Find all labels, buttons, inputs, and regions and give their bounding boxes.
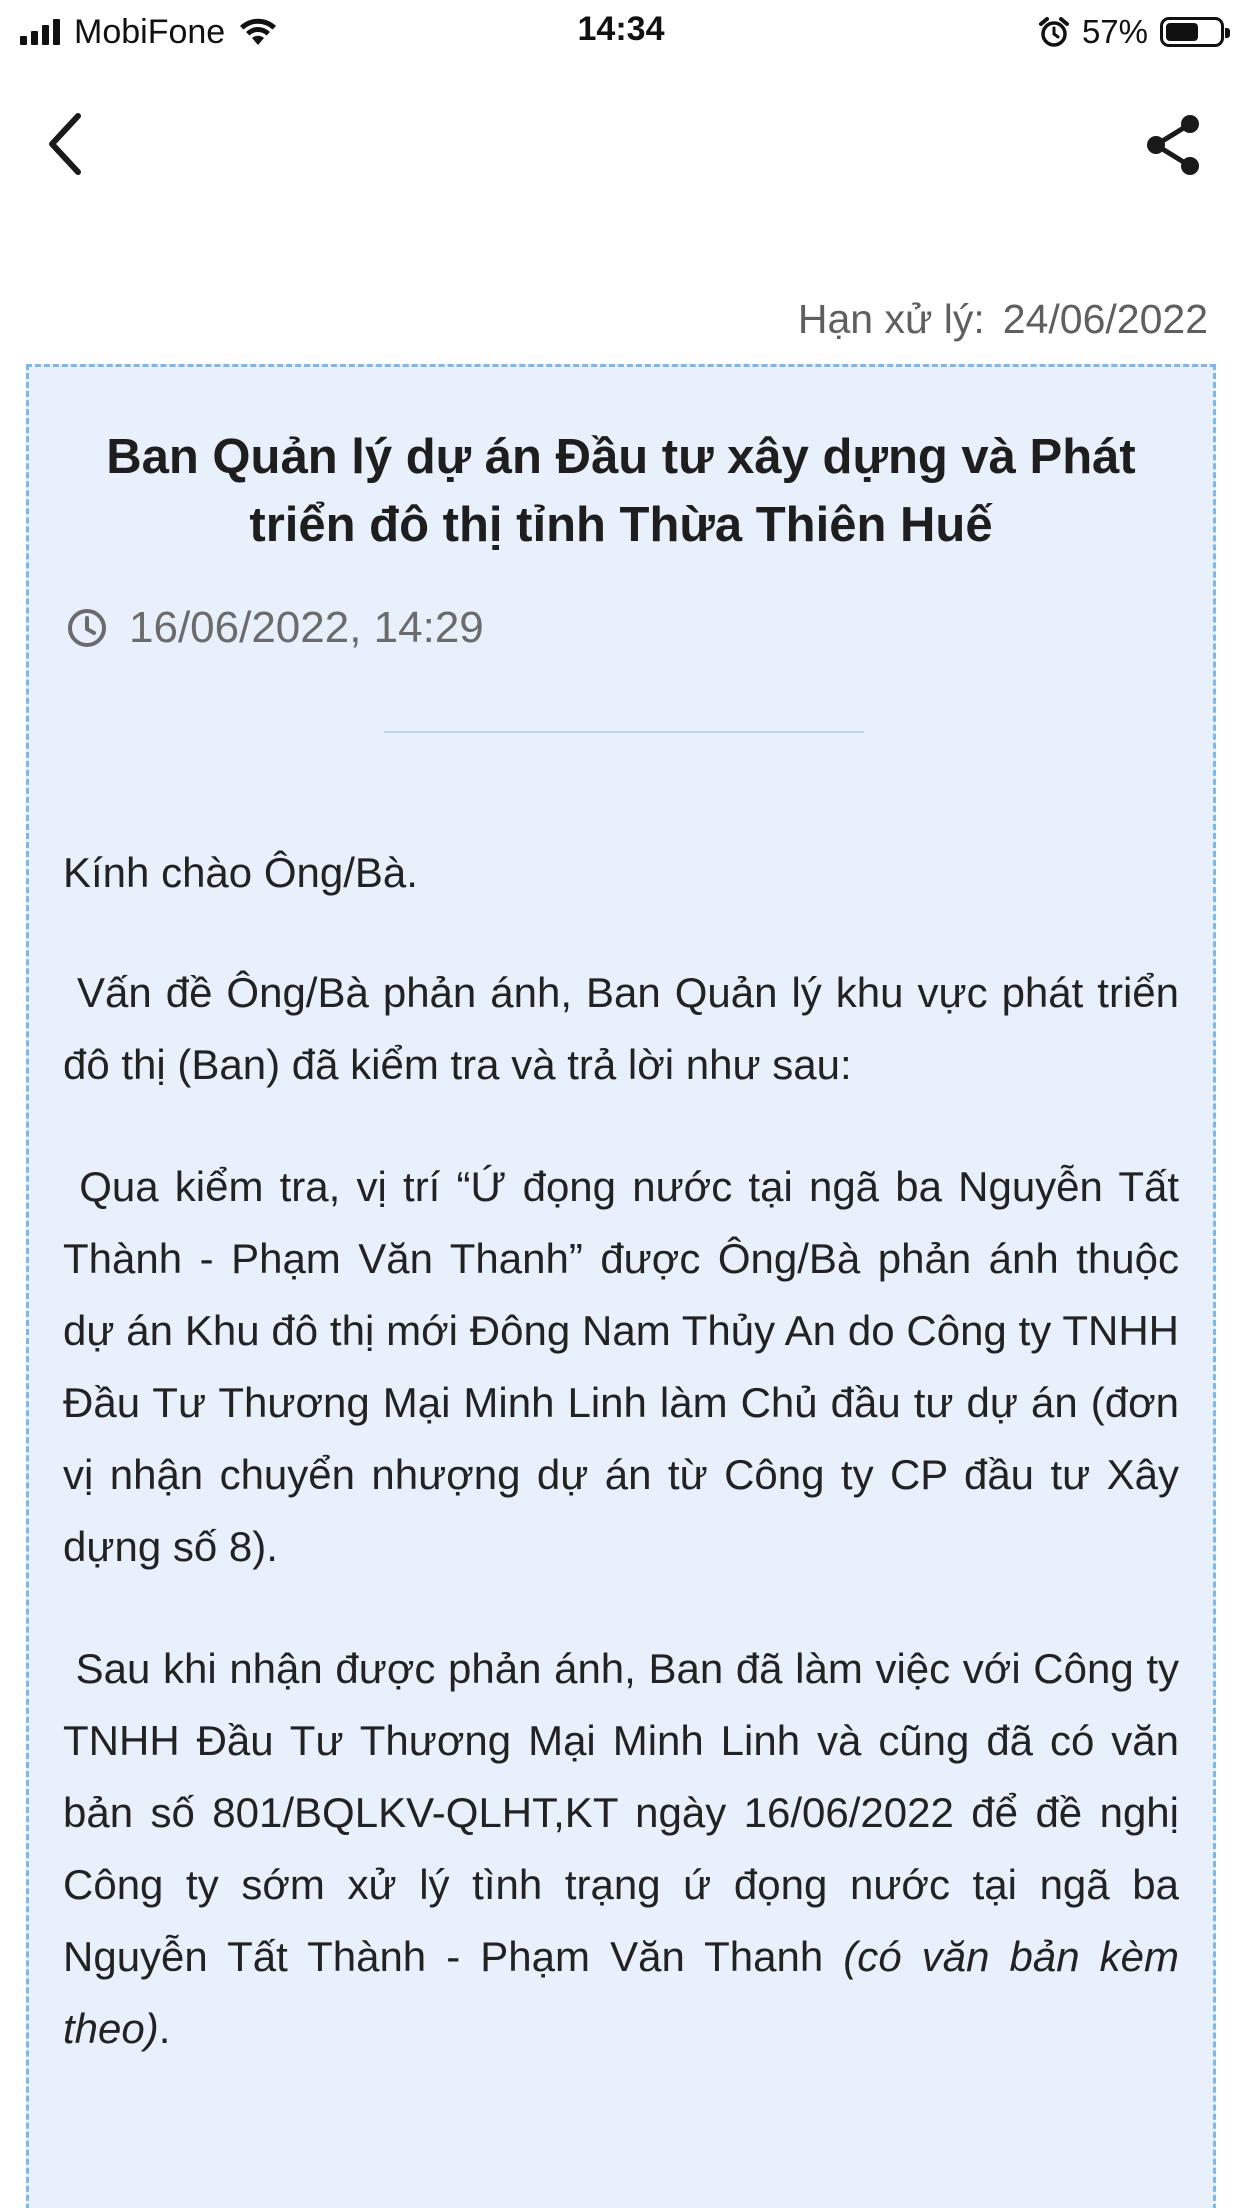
- card-timestamp: [65, 603, 484, 653]
- response-content: [63, 837, 1179, 2115]
- paragraph-3-text: Sau khi nhận được phản ánh, Ban đã làm việc với Công ty TNHH Đầu Tư Thương Mại Minh Linh và cũng đã có văn bản số 801/BQLKV-QLHT,KT ngày 16/06/2022 để đề nghị Công ty sớm xử lý tình trạng ứ đọng nước tại ngã ba Nguyễn Tất Thành - Phạm Văn Thanh: [63, 1645, 1180, 1980]
- carrier-name: MobiFone: [74, 12, 226, 51]
- status-bar: [0, 0, 1242, 64]
- deadline-value: 24/06/2022: [1002, 296, 1208, 342]
- paragraph-1-text: Vấn đề Ông/Bà phản ánh, Ban Quản lý khu vực phát triển đô thị (Ban) đã kiểm tra và trả lời như sau:: [63, 969, 1180, 1088]
- back-button[interactable]: [38, 108, 98, 180]
- paragraph-2: [63, 1151, 1179, 1583]
- battery-percent: 57%: [1081, 13, 1148, 50]
- divider: [384, 731, 864, 733]
- paragraph-3-italic: (có văn bản kèm theo): [63, 1933, 1179, 2052]
- paragraph-1: [63, 957, 1179, 1101]
- paragraph-3: [63, 1633, 1179, 2065]
- status-time: 14:34: [577, 10, 665, 48]
- deadline: [798, 296, 1208, 343]
- card-title: Ban Quản lý dự án Đầu tư xây dựng và Phát triển đô thị tỉnh Thừa Thiên Huế: [106, 430, 1136, 552]
- alarm-icon: [1038, 16, 1070, 48]
- timestamp-text: 16/06/2022, 14:29: [129, 603, 484, 652]
- battery-icon: [1160, 17, 1224, 47]
- share-icon: [1138, 110, 1208, 180]
- response-card: [26, 364, 1216, 2208]
- greeting-text: Kính chào Ông/Bà.: [63, 849, 418, 896]
- deadline-label: Hạn xử lý:: [797, 296, 985, 342]
- paragraph-2-text: Qua kiểm tra, vị trí “Ứ đọng nước tại ngã ba Nguyễn Tất Thành - Phạm Văn Thanh” được Ông/Bà phản ánh thuộc dự án Khu đô thị mới Đông Nam Thủy An do Công ty TNHH Đầu Tư Thương Mại Minh Linh làm Chủ đầu tư dự án (đơn vị nhận chuyển nhượng dự án từ Công ty CP đầu tư Xây dựng số 8).: [63, 1163, 1180, 1570]
- share-button[interactable]: [1138, 110, 1208, 180]
- clock-icon: [65, 606, 109, 650]
- chevron-left-icon: [38, 108, 98, 180]
- status-right: [1038, 10, 1224, 54]
- paragraph-3-end: .: [158, 2005, 171, 2052]
